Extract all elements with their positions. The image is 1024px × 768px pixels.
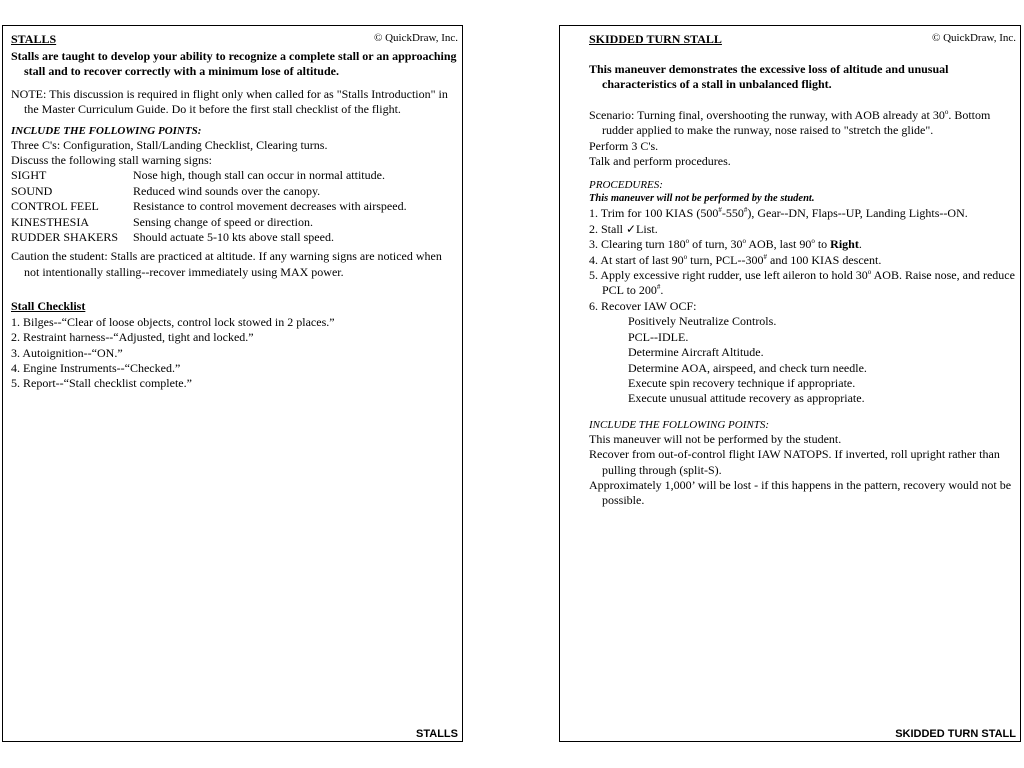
point-item: Approximately 1,000’ will be lost - if this happens in the pattern, recovery would not be possible. (589, 477, 1012, 508)
procedures-heading: PROCEDURES: (589, 179, 663, 192)
copyright-notice: © QuickDraw, Inc. (931, 32, 1016, 44)
procedure-step: 6. Recover IAW OCF: (589, 298, 697, 313)
warning-sign-row (11, 168, 458, 183)
ocf-item: Determine Aircraft Altitude. (628, 345, 764, 360)
procedure-step: 5. Apply excessive right rudder, use left aileron to hold 30$^o$ AOB. Raise nose, and reduce PCL to 200#. (589, 268, 1015, 298)
footer-label: STALLS (416, 728, 458, 740)
checklist-title: Stall Checklist (11, 299, 86, 314)
sign-desc: Nose high, though stall can occur in normal attitude. (133, 168, 385, 183)
perform-text: Perform 3 C's. (589, 138, 659, 153)
footer-label: SKIDDED TURN STALL (895, 728, 1016, 740)
page-title: STALLS (11, 32, 57, 46)
point-item: Recover from out-of-control flight IAW NATOPS. If inverted, roll upright rather than pulling through (split-S). (589, 447, 1000, 477)
sign-name: KINESTHESIA (11, 214, 89, 229)
skidded-turn-stall-page (559, 25, 1021, 742)
point-item: This maneuver will not be performed by the student. (589, 431, 842, 446)
warning-signs-list (11, 168, 458, 245)
warning-sign-row (11, 184, 458, 199)
intro-text: Stalls are taught to develop your ability to recognize a complete stall or an approaching stall and to recover correctly with a minimum lose of altitude. (11, 49, 457, 79)
checklist-item: 1. Bilges--“Clear of loose objects, control lock stowed in 2 places.” (11, 314, 335, 329)
sign-name: CONTROL FEEL (11, 199, 99, 214)
ocf-item: Positively Neutralize Controls. (628, 314, 777, 329)
procedure-step: 1. Trim for 100 KIAS (500#-550#), Gear--DN, Flaps--UP, Landing Lights--ON. (589, 206, 968, 221)
caution-text: Caution the student: Stalls are practiced at altitude. If any warning signs are noticed when not intentionally stalling--recover immediately using MAX power. (11, 249, 442, 279)
talk-text: Talk and perform procedures. (589, 154, 731, 169)
sign-name: RUDDER SHAKERS (11, 230, 119, 245)
ocf-item: PCL--IDLE. (628, 329, 689, 344)
copyright-notice: © QuickDraw, Inc. (373, 32, 458, 44)
page-header (11, 32, 458, 48)
sign-desc: Should actuate 5-10 kts above stall speed. (133, 230, 334, 245)
procedure-step: 2. Stall ✓List. (589, 221, 658, 236)
warning-sign-row (11, 215, 458, 230)
checklist-item: 2. Restraint harness--“Adjusted, tight and locked.” (11, 330, 254, 345)
sign-desc: Reduced wind sounds over the canopy. (133, 183, 321, 198)
note-text: NOTE: This discussion is required in flight only when called for as "Stalls Introduction" in the Master Curriculum Guide. Do it before the first stall checklist of the flight. (11, 86, 448, 117)
procedure-step: 4. At start of last 90$^o$ turn, PCL--300# and 100 KIAS descent. (589, 252, 882, 267)
sign-name: SOUND (11, 183, 53, 198)
include-heading: INCLUDE THE FOLLOWING POINTS: (589, 418, 769, 431)
checklist-item: 4. Engine Instruments--“Checked.” (11, 360, 181, 375)
stalls-page (2, 25, 463, 742)
ocf-item: Determine AOA, airspeed, and check turn needle. (628, 360, 867, 375)
three-cs-text: Three C's: Configuration, Stall/Landing Checklist, Clearing turns. (11, 137, 328, 152)
warning-sign-row (11, 199, 458, 214)
sign-name: SIGHT (11, 168, 47, 183)
page-header (589, 32, 1016, 48)
sign-desc: Resistance to control movement decreases with airspeed. (133, 199, 407, 214)
intro-text: This maneuver demonstrates the excessive loss of altitude and unusual characteristics of a stall in unbalanced flight. (589, 62, 949, 92)
checklist-item: 5. Report--“Stall checklist complete.” (11, 376, 192, 391)
ocf-item: Execute spin recovery technique if appropriate. (628, 375, 856, 390)
checklist-item: 3. Autoignition--“ON.” (11, 345, 123, 360)
procedures-note: This maneuver will not be performed by the student. (589, 193, 815, 205)
sign-desc: Sensing change of speed or direction. (133, 214, 313, 229)
warning-sign-row (11, 230, 458, 245)
include-heading: INCLUDE THE FOLLOWING POINTS: (11, 124, 202, 137)
page-title: SKIDDED TURN STALL (589, 32, 722, 46)
procedure-step: 3. Clearing turn 180$^o$ of turn, 30$^o$ AOB, last 90$^o$ to Right. (589, 237, 862, 252)
scenario-text: Scenario: Turning final, overshooting the runway, with AOB already at 30$^o$. Bottom rudder applied to make the runway, nose raised to "stretch the glide". (589, 107, 991, 138)
ocf-item: Execute unusual attitude recovery as appropriate. (628, 391, 865, 406)
discuss-text: Discuss the following stall warning signs: (11, 153, 212, 168)
